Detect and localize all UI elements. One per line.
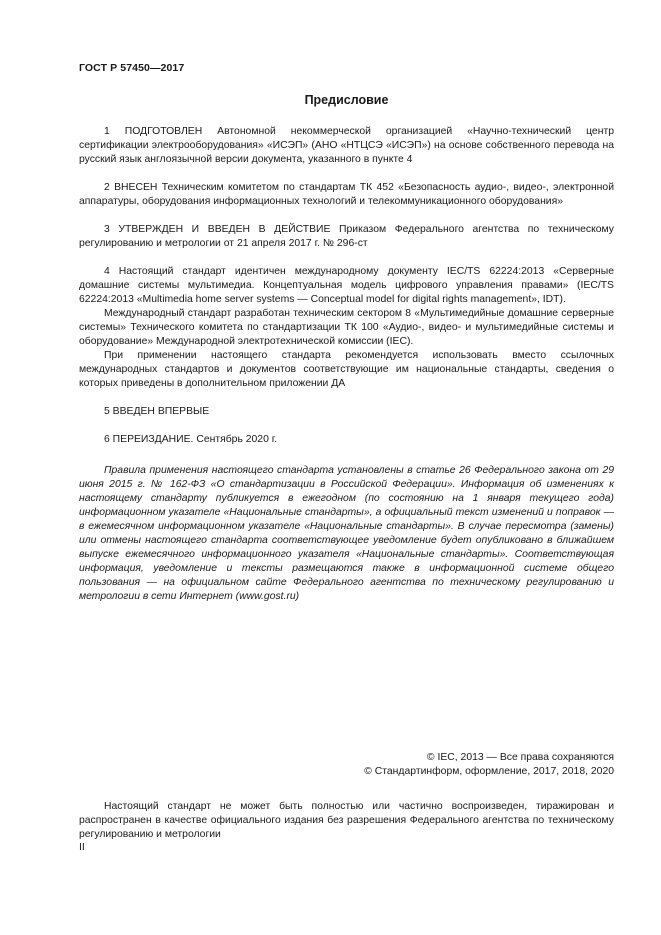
- item-4-identical: 4 Настоящий стандарт идентичен международному документу IEC/TS 62224:2013 «Серверные домашние системы мультимедиа. Концептуальная модель цифрового управления правами» (IEC/TS 62224:2013 «Multimedia home server systems — Conceptual model for digital rights management», IDT).: [79, 266, 614, 305]
- copyright-iec: © IEC, 2013 — Все права сохраняются: [426, 752, 614, 763]
- copyright-block: [364, 751, 614, 779]
- item-4-application-note: При применении настоящего стандарта рекомендуется использовать вместо ссылочных международных стандартов и документов соответствующие им национальные стандарты, сведения о которых приведены в дополнительном приложении ДА: [79, 350, 614, 389]
- item-3-approved: 3 УТВЕРЖДЕН И ВВЕДЕН В ДЕЙСТВИЕ Приказом Федерального агентства по техническому регулированию и метрологии от 21 апреля 2017 г. № 296-ст: [79, 224, 614, 249]
- item-2-introduced: 2 ВНЕСЕН Техническим комитетом по стандартам ТК 452 «Безопасность аудио-, видео-, электронной аппаратуры, оборудования информационных технологий и телекоммуникационного оборудования»: [79, 182, 614, 207]
- item-1-prepared: 1 ПОДГОТОВЛЕН Автономной некоммерческой организацией «Научно-технический центр сертификации электрооборудования» «ИСЭП» (АНО «НТЦСЭ «ИСЭП») на основе собственного перевода на русский язык англоязычной версии документа, указанного в пункте 4: [79, 126, 614, 165]
- reproduction-rights: Настоящий стандарт не может быть полностью или частично воспроизведен, тиражирован и распространен в качестве официального издания без разрешения Федерального агентства по техническому регулированию и метрологии: [79, 801, 614, 840]
- application-rules-notice: Правила применения настоящего стандарта установлены в статье 26 Федерального закона от 29 июня 2015 г. № 162-ФЗ «О стандартизации в Российской Федерации». Информация об изменениях к настоящему стандарту публикуется в ежегодном (по состоянию на 1 января текущего года) информационном указателе «Национальные стандарты», а официальный текст изменений и поправок — в ежемесячном информационном указателе «Национальные стандарты». В случае пересмотра (замены) или отмены настоящего стандарта соответствующее уведомление будет опубликовано в ближайшем выпуске ежемесячного информационного указателя «Национальные стандарты». Соответствующая информация, уведомление и тексты размещаются также в информационной системе общего пользования — на официальном сайте Федерального агентства по техническому регулированию и метрологии в сети Интернет (www.gost.ru): [79, 465, 614, 602]
- foreword-body: [79, 125, 614, 447]
- item-5-first-introduced: 5 ВВЕДЕН ВПЕРВЫЕ: [104, 406, 210, 417]
- page-title: Предисловие: [304, 93, 389, 107]
- standard-code: ГОСТ Р 57450—2017: [79, 62, 185, 74]
- item-6-reissue: 6 ПЕРЕИЗДАНИЕ. Сентябрь 2020 г.: [104, 434, 278, 445]
- copyright-standartinform: © Стандартинформ, оформление, 2017, 2018, 2020: [364, 766, 614, 777]
- page-number: II: [79, 842, 85, 853]
- item-4-international-standard: Международный стандарт разработан техническим сектором 8 «Мультимедийные домашние серверные системы» Технического комитета по стандартизации ТК 100 «Аудио-, видео- и мультимедийные системы и оборудование» Международной электротехнической комиссии (IEC).: [79, 308, 614, 347]
